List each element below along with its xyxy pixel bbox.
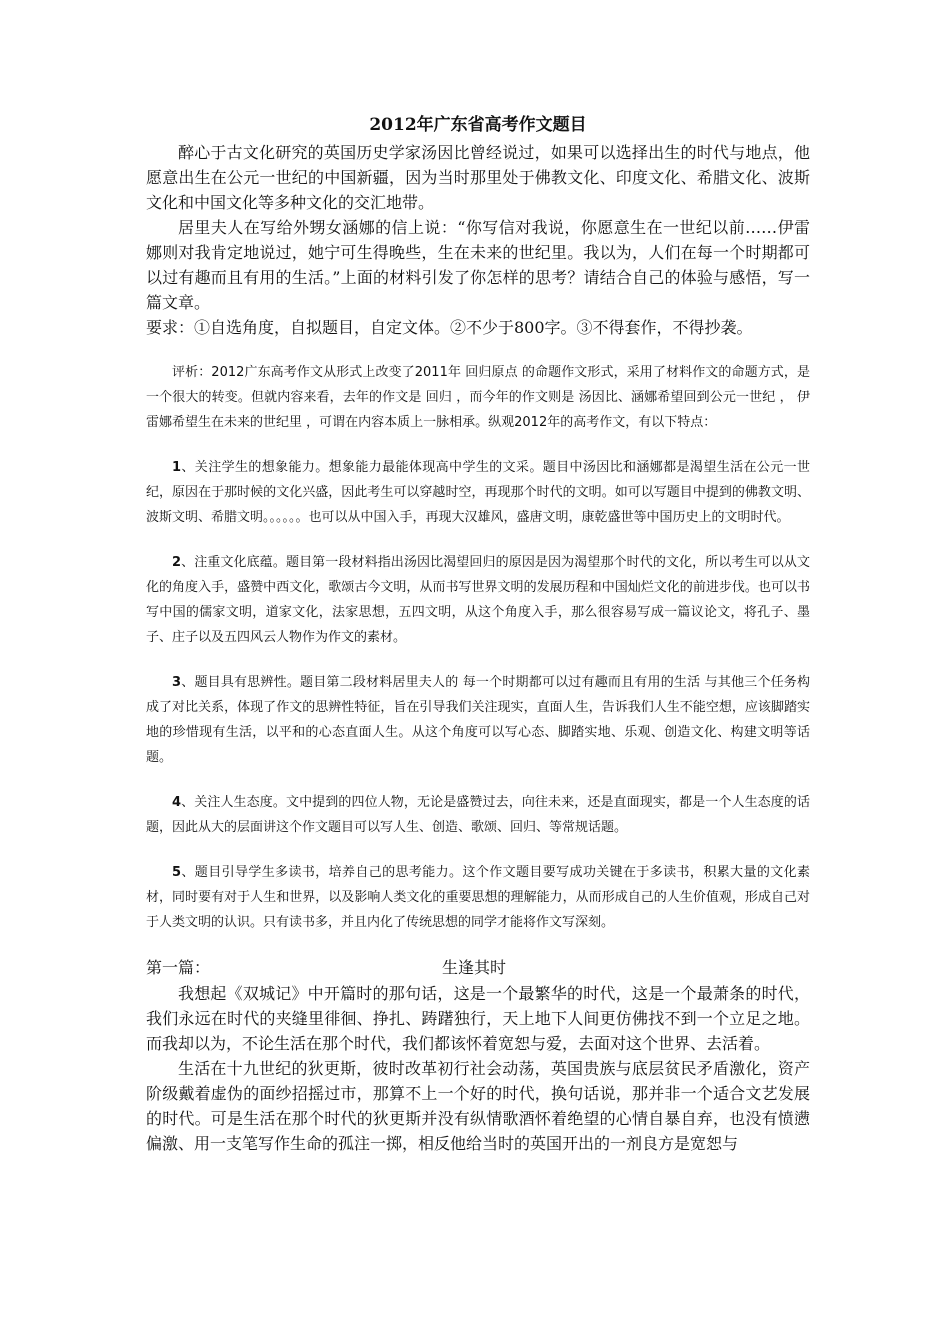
point-text: 、题目具有思辨性。题目第二段材料居里夫人的 每一个时期都可以过有趣而且有用的生活 与其他三个任务构成了对比关系，体现了作文的思辨性特征，旨在引导我们关注现实，直面人生，告诉我们人生不能空想，应该脚踏实地的珍惜现有生活，以平和的心态直面人生。从这个角度可以写心态、脚踏实地、乐观、创造文化、构建文明等话题。: [146, 675, 810, 765]
point-number: 3: [172, 675, 182, 690]
document-title: 2012年广东省高考作文题目: [369, 115, 587, 135]
analysis-point-4: [146, 790, 810, 840]
analysis-section: [146, 360, 810, 935]
document-page: [146, 112, 810, 1156]
analysis-intro: 评析：2012广东高考作文从形式上改变了2011年 回归原点 的命题作文形式，采用了材料作文的命题方式，是一个很大的转变。但就内容来看，去年的作文是 回归 ，而今年的作文则是 汤因比、涵娜希望回到公元一世纪 ， 伊雷娜希望生在未来的世纪里 ，可谓在内容本质上一脉相承。纵观2012年的高考作文，有以下特点：: [146, 365, 810, 430]
point-number: 4: [172, 795, 182, 810]
analysis-point-5: [146, 860, 810, 935]
prompt-paragraph-1: 醉心于古文化研究的英国历史学家汤因比曾经说过，如果可以选择出生的时代与地点，他愿意出生在公元一世纪的中国新疆，因为当时那里处于佛教文化、印度文化、希腊文化、波斯文化和中国文化等多种文化的交汇地带。: [146, 143, 810, 212]
point-text: 、关注人生态度。文中提到的四位人物，无论是盛赞过去，向往未来，还是直面现实，都是一个人生态度的话题，因此从大的层面讲这个作文题目可以写人生、创造、歌颂、回归、等常规话题。: [146, 795, 810, 835]
analysis-point-2: [146, 550, 810, 650]
point-text: 、题目引导学生多读书，培养自己的思考能力。这个作文题目要写成功关键在于多读书，积累大量的文化素材，同时要有对于人生和世界，以及影响人类文化的重要思想的理解能力，从而形成自己的人生价值观，形成自己对于人类文明的认识。只有读书多，并且内化了传统思想的同学才能将作文写深刻。: [146, 865, 810, 930]
essay-title: 生逢其时: [442, 958, 507, 977]
analysis-point-3: [146, 670, 810, 770]
requirements: 要求：①自选角度，自拟题目，自定文体。②不少于800字。③不得套作，不得抄袭。: [146, 318, 753, 337]
essay-paragraph-2: 生活在十九世纪的狄更斯，彼时改革初行社会动荡，英国贵族与底层贫民矛盾激化，资产阶级戴着虚伪的面纱招摇过市，那算不上一个好的时代，换句话说，那并非一个适合文艺发展的时代。可是生活在那个时代的狄更斯并没有纵情歌酒怀着绝望的心情自暴自弃，也没有愤懑偏激、用一支笔写作生命的孤注一掷，相反他给当时的英国开出的一剂良方是宽恕与: [146, 1059, 810, 1153]
prompt-paragraph-2: 居里夫人在写给外甥女涵娜的信上说：“你写信对我说，你愿意生在一世纪以前……伊雷娜则对我肯定地说过，她宁可生得晚些，生在未来的世纪里。我以为，人们在每一个时期都可以过有趣而且有用的生活。”上面的材料引发了你怎样的思考？请结合自己的体验与感悟，写一篇文章。: [146, 218, 810, 312]
essay-label: 第一篇：: [146, 958, 211, 977]
essay-heading: [146, 955, 810, 981]
point-number: 2: [172, 555, 182, 570]
point-number: 1: [172, 460, 182, 475]
point-text: 、关注学生的想象能力。想象能力最能体现高中学生的文采。题目中汤因比和涵娜都是渴望生活在公元一世纪，原因在于那时候的文化兴盛，因此考生可以穿越时空，再现那个时代的文明。如可以写题目中提到的佛教文明、波斯文明、希腊文明。。。。。。也可以从中国入手，再现大汉雄风，盛唐文明，康乾盛世等中国历史上的文明时代。: [146, 460, 810, 525]
essay-paragraph-1: 我想起《双城记》中开篇时的那句话，这是一个最繁华的时代，这是一个最萧条的时代，我们永远在时代的夹缝里徘徊、挣扎、踌躇独行，天上地下人间更仿佛找不到一个立足之地。而我却以为，不论生活在那个时代，我们都该怀着宽恕与爱，去面对这个世界、去活着。: [146, 984, 810, 1053]
point-number: 5: [172, 865, 182, 880]
point-text: 、注重文化底蕴。题目第一段材料指出汤因比渴望回归的原因是因为渴望那个时代的文化，所以考生可以从文化的角度入手，盛赞中西文化，歌颂古今文明，从而书写世界文明的发展历程和中国灿烂文化的前进步伐。也可以书写中国的儒家文明，道家文化，法家思想，五四文明，从这个角度入手，那么很容易写成一篇议论文，将孔子、墨子、庄子以及五四风云人物作为作文的素材。: [146, 555, 810, 645]
analysis-point-1: [146, 455, 810, 530]
